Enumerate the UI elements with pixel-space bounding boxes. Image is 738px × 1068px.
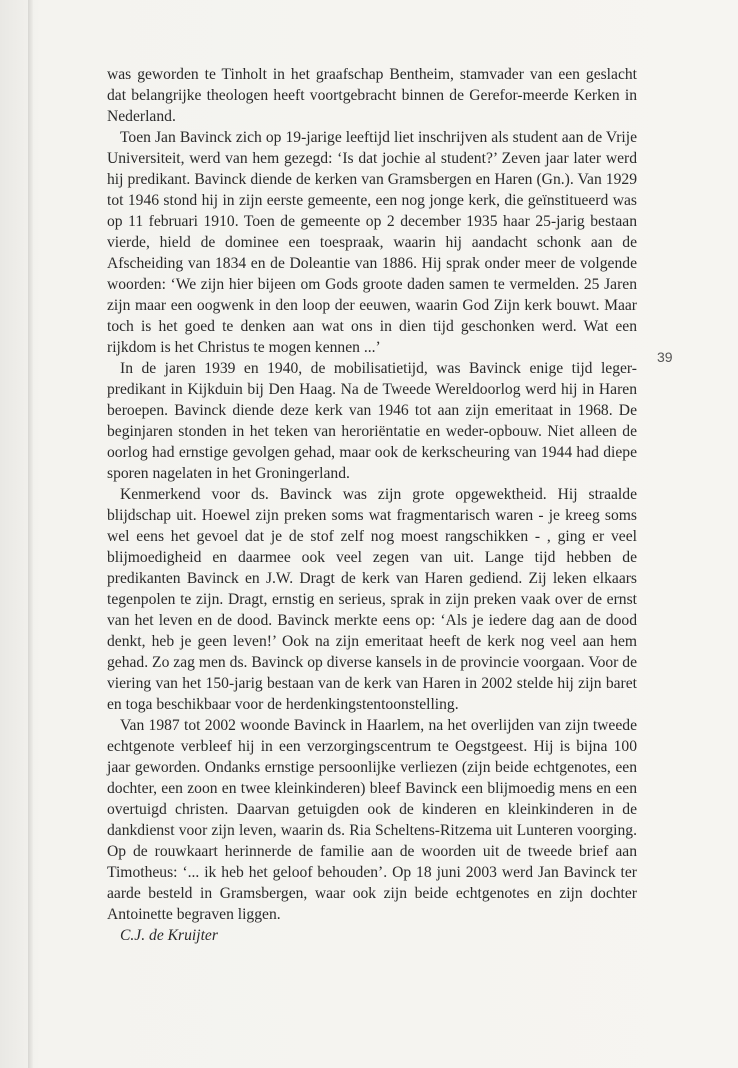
paragraph: was geworden te Tinholt in het graafschap Bentheim, stamvader van een geslacht dat belangrijke theologen heeft voortgebracht binnen de Gerefor-meerde Kerken in Nederland. — [107, 66, 637, 125]
page-number: 39 — [657, 349, 673, 365]
page-binding-edge — [28, 0, 33, 1068]
paragraph: Van 1987 tot 2002 woonde Bavinck in Haarlem, na het overlijden van zijn tweede echtgenote verbleef hij in een verzorgingscentrum te Oegstgeest. Hij is bijna 100 jaar geworden. Ondanks ernstige persoonlijke verliezen (zijn beide echtgenotes, een dochter, een zoon en twee kleinkinderen) bleef Bavinck een blijmoedig mens en een overtuigd christen. Daarvan getuigden ook de kinderen en kleinkinderen in de dankdienst voor zijn leven, waarin ds. Ria Scheltens-Ritzema uit Lunteren voorging. Op de rouwkaart herinnerde de familie aan de woorden uit de tweede brief aan Timotheus: ‘... ik heb het geloof behouden’. Op 18 juni 2003 werd Jan Bavinck ter aarde besteld in Gramsbergen, waar ook zijn beide echtgenotes en zijn dochter Antoinette begraven liggen. — [107, 717, 637, 923]
paragraph: Kenmerkend voor ds. Bavinck was zijn grote opgewektheid. Hij straalde blijdschap uit. Hoewel zijn preken soms wat fragmentarisch waren - je kreeg soms wel eens het gevoel dat je de stof zelf nog moest rangschikken - , ging er veel blijmoedigheid en daarmee ook veel zegen van uit. Lange tijd hebben de predikanten Bavinck en J.W. Dragt de kerk van Haren gediend. Zij leken elkaars tegenpolen te zijn. Dragt, ernstig en serieus, sprak in zijn preken vaak over de ernst van het leven en de dood. Bavinck merkte eens op: ‘Als je iedere dag aan de dood denkt, heb je geen leven!’ Ook na zijn emeritaat heeft de kerk nog veel aan hem gehad. Zo zag men ds. Bavinck op diverse kansels in de provincie voorgaan. Voor de viering van het 150-jarig bestaan van de kerk van Haren in 2002 stelde hij zijn baret en toga beschikbaar voor de herdenkingstentoonstelling. — [107, 486, 637, 713]
paragraph: Toen Jan Bavinck zich op 19-jarige leeftijd liet inschrijven als student aan de Vrije Universiteit, werd van hem gezegd: ‘Is dat jochie al student?’ Zeven jaar later werd hij predikant. Bavinck diende de kerken van Gramsbergen en Haren (Gn.). Van 1929 tot 1946 stond hij in zijn eerste gemeente, een nog jonge kerk, die geïnstitueerd was op 11 februari 1910. Toen de gemeente op 2 december 1935 haar 25-jarig bestaan vierde, hield de dominee een toespraak, waarin hij aandacht schonk aan de Afscheiding van 1834 en de Doleantie van 1886. Hij sprak onder meer de volgende woorden: ‘We zijn hier bijeen om Gods groote daden samen te vermelden. 25 Jaren zijn maar een oogwenk in den loop der eeuwen, waarin God Zijn kerk bouwt. Maar toch is het goed te denken aan wat ons in dien tijd geschonken werd. Wat een rijkdom is het Christus te mogen kennen ...’ — [107, 129, 637, 356]
author-signature: C.J. de Kruijter — [120, 927, 218, 944]
article-body — [107, 64, 637, 946]
paragraph: In de jaren 1939 en 1940, de mobilisatietijd, was Bavinck enige tijd leger-predikant in Kijkduin bij Den Haag. Na de Tweede Wereldoorlog werd hij in Haren beroepen. Bavinck diende deze kerk van 1946 tot aan zijn emeritaat in 1968. De beginjaren stonden in het teken van heroriëntatie en weder-opbouw. Niet alleen de oorlog had ernstige gevolgen gehad, maar ook de kerkscheuring van 1944 had diepe sporen nagelaten in het Groningerland. — [107, 360, 637, 482]
